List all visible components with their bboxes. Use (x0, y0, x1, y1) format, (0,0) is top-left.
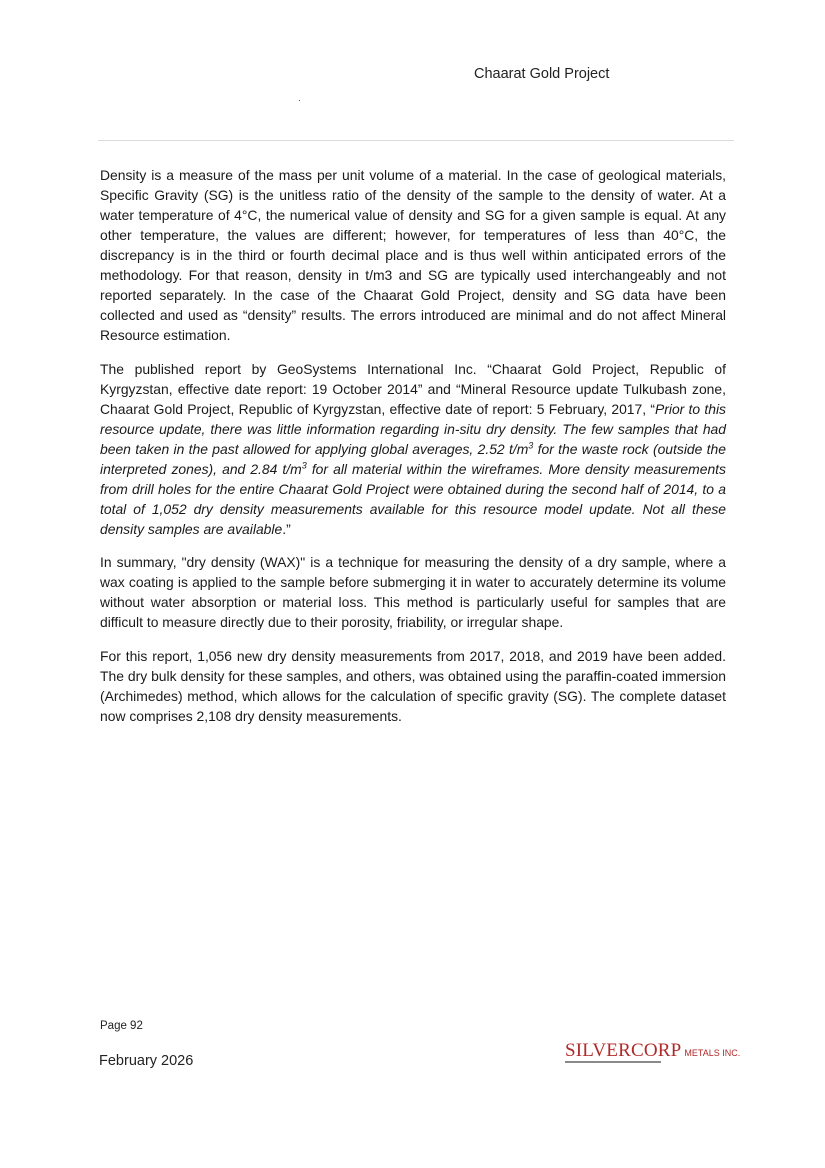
silvercorp-logo (565, 1040, 740, 1066)
footer-date: February 2026 (99, 1053, 194, 1069)
quoted-text (100, 401, 726, 537)
paragraph-dry-density-summary: In summary, "dry density (WAX)" is a technique for measuring the density of a dry sample, where a wax coating is applied to the sample before submerging it in water to accurately determine its volume without water absorption or material loss. This method is particularly useful for samples that are difficult to measure directly due to their porosity, friability, or irregular shape. (100, 554, 726, 630)
quote-part-c: for all material within the wireframes. More density measurements from drill holes for the entire Chaarat Gold Project were obtained during the second half of 2014, to a total of 1,052 dry density measurements available for this resource model update. Not all these density samples are available (100, 460, 726, 537)
report-citation-text: The published report by GeoSystems International Inc. “Chaarat Gold Project, Republic of Kyrgyzstan, effective date report: 19 October 2014” and “Mineral Resource update Tulkubash zone, Chaarat Gold Project, Republic of Kyrgyzstan, effective date of report: 5 February, 2017, “ (100, 360, 726, 417)
superscript-cubed: 3 (301, 459, 307, 470)
logo-underline (565, 1061, 661, 1063)
paragraph-published-report (100, 359, 726, 539)
paragraph-density-definition: Density is a measure of the mass per unit volume of a material. In the case of geological materials, Specific Gravity (SG) is the unitless ratio of the density of the sample to the density of water. At a water temperature of 4°C, the numerical value of density and SG for a given sample is equal. At any other temperature, the values are different; however, for temperatures of less than 40°C, the discrepancy is in the third or fourth decimal place and is thus well within anticipated errors of the methodology. For that reason, density in t/m3 and SG are typically used interchangeably and not reported separately. In the case of the Chaarat Gold Project, density and SG data have been collected and used as “density” results. The errors introduced are minimal and do not affect Mineral Resource estimation. (100, 167, 726, 343)
logo-subtitle: METALS INC. (684, 1048, 741, 1058)
logo-wordmark: SILVERCORP (565, 1040, 682, 1061)
paragraph-new-measurements: For this report, 1,056 new dry density measurements from 2017, 2018, and 2019 have been added. The dry bulk density for these samples, and others, was obtained using the paraffin-coated immersion (Archimedes) method, which allows for the calculation of specific gravity (SG). The complete dataset now comprises 2,108 dry density measurements. (100, 647, 726, 724)
document-header-title: Chaarat Gold Project (474, 66, 610, 82)
quote-part-b: for the waste rock (outside the interpreted zones), and 2.84 t/m (100, 440, 726, 477)
header-divider (98, 140, 734, 141)
quote-part-a: Prior to this resource update, there was little information regarding in-situ dry density. The few samples that had been taken in the past allowed for applying global averages, 2.52 t/m (100, 400, 726, 457)
document-body (100, 165, 726, 739)
quote-closing: .” (282, 520, 291, 537)
superscript-cubed: 3 (528, 439, 534, 450)
header-dot-mark (299, 100, 300, 101)
page-number: Page 92 (100, 1020, 143, 1032)
